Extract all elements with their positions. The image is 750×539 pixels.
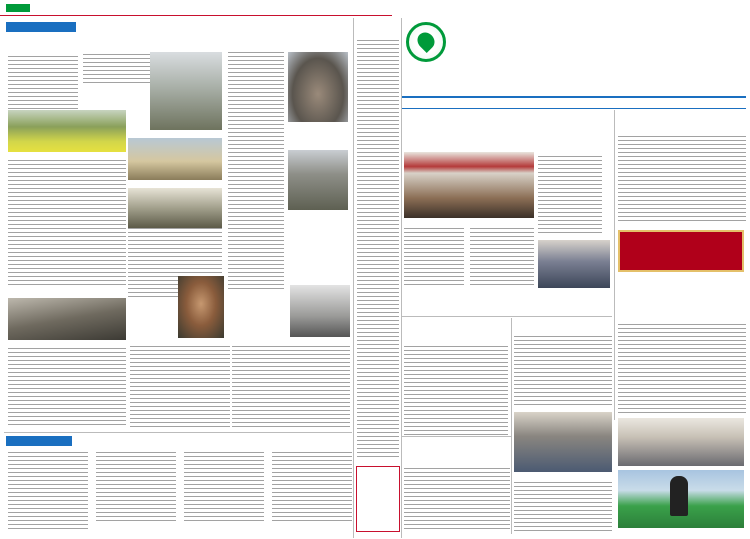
pe-exam-text [404,346,508,436]
football-text [404,468,510,530]
main-text-3 [538,156,602,236]
lecture-photo [404,152,534,218]
city-gate-photo [128,138,222,180]
terrace-photo [8,298,126,340]
award-certificate [618,230,744,272]
main-text-2 [470,228,534,288]
smoke-photo [290,285,350,337]
main-text-1 [404,228,464,288]
player-figure [670,476,688,516]
spring-hill-photo [8,110,126,152]
mothers-text-1 [8,452,88,532]
lab-photo [618,418,744,466]
speaker-photo [538,240,610,288]
staff-box [356,466,400,532]
nantang-col3-text [228,52,284,292]
rock-arch-photo [288,52,348,122]
training-text [618,324,746,416]
nantang-col1-text-b [8,160,126,288]
safety-text [514,336,612,406]
safety-photo [514,412,612,472]
sidebar-title [356,20,396,38]
nantang-lower-text-a [8,348,126,428]
temple-photo [150,52,222,130]
nantang-col3-text-b [232,346,350,428]
mothers-text-4 [272,452,352,524]
mothers-day-tag [6,436,72,446]
sidebar-text [357,40,399,460]
cliff-photo [288,150,348,210]
section-tag [6,22,76,32]
mothers-text-3 [184,452,264,524]
nantang-col2-text [83,54,153,84]
top-strip [0,0,392,16]
safety-text-b [514,482,612,532]
nantang-lower-text-b [130,346,230,428]
page-tag [6,4,30,12]
mothers-text-2 [96,452,176,524]
stone-statue-photo [178,276,224,338]
pond-photo [128,188,222,228]
girls-team-text [618,136,746,224]
